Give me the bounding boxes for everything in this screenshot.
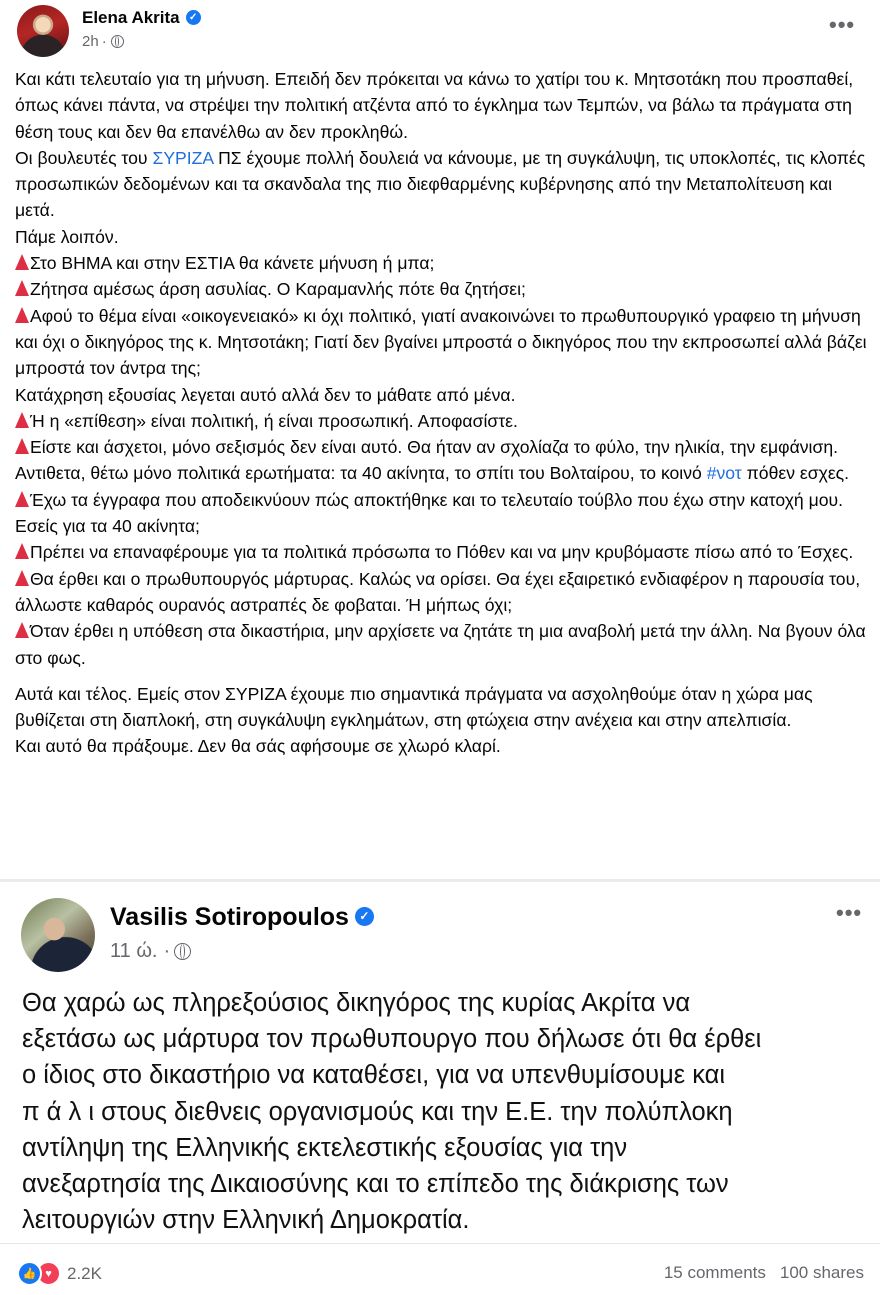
bullet-text: πόθεν εσχες. (741, 463, 850, 484)
avatar-elena-akrita[interactable] (17, 5, 69, 57)
text-line: ανεξαρτησία της Δικαιοσύνης και το επίπεδο της διάκρισης των (22, 1170, 729, 1199)
globe-icon (111, 35, 124, 48)
syriza-link[interactable]: ΣΥΡΙΖΑ (152, 147, 214, 168)
bullet-text: Αφού το θέμα είναι «οικογενειακό» κι όχι πολιτικό, γιατί ανακοινώνει το πρωθυπουργικό γραφειο τη μήνυση και όχι ο δικηγόρος της κ. Μητσοτάκη; Γιατί δεν βγαίνει μπροστά ο δικηγόρος που την εκπροσωπεί αλλά βάζει μπροστά τον άντρα της; (15, 305, 867, 379)
bullet-line (15, 539, 870, 565)
post-divider (0, 879, 880, 882)
post-time[interactable]: 11 ώ. (110, 940, 158, 962)
red-triangle-icon (15, 307, 29, 323)
footer-divider (0, 1243, 880, 1244)
bullet-line (15, 566, 870, 619)
red-triangle-icon (15, 438, 29, 454)
red-triangle-icon (15, 543, 29, 559)
text-line: Κατάχρηση εξουσίας λεγεται αυτό αλλά δεν το μάθατε από μένα. (15, 384, 516, 405)
comments-count[interactable]: 15 comments (663, 1263, 766, 1282)
author-name[interactable] (82, 8, 201, 28)
bullet-line (15, 618, 870, 671)
avatar-vasilis-sotiropoulos[interactable] (21, 898, 95, 972)
red-triangle-icon (15, 254, 29, 270)
engagement-stats (664, 1263, 864, 1283)
reaction-count[interactable]: 2.2K (67, 1263, 102, 1283)
meta-separator: · (163, 940, 171, 962)
reactions-summary[interactable] (17, 1261, 102, 1286)
verified-badge-icon: ✓ (186, 10, 201, 25)
author-name-link[interactable]: Elena Akrita (82, 8, 180, 27)
post-meta (110, 940, 191, 963)
bullet-line (15, 250, 870, 276)
bullet-text: Πρέπει να επαναφέρουμε για τα πολιτικά πρόσωπα το Πόθεν και να μην κρυβόμαστε πίσω από το Έσχες. (30, 542, 854, 563)
bullet-line (15, 434, 870, 487)
text-segment: Οι βουλευτές του (15, 147, 153, 168)
text-line: π ά λ ι στους διεθνεις οργανισμούς και την Ε.Ε. την πολύπλοκη (22, 1097, 733, 1126)
bullet-text: Ζήτησα αμέσως άρση ασυλίας. Ο Καραμανλής πότε θα ζητήσει; (30, 279, 526, 300)
post-footer (0, 1255, 880, 1291)
post-meta (82, 33, 124, 50)
bullet-line (15, 408, 870, 434)
post-text (22, 985, 872, 1238)
bullet-text: Έχω τα έγγραφα που αποδεικνύουν πώς αποκτήθηκε και το τελευταίο τούβλο που έχω στην κατοχή μου. (30, 489, 844, 510)
bullet-line (15, 276, 870, 302)
text-line: Εσείς για τα 40 ακίνητα; (15, 516, 200, 537)
bullet-line (15, 487, 870, 513)
text-line: Και κάτι τελευταίο για τη μήνυση. Επειδή δεν πρόκειται να κάνω το χατίρι του κ. Μητσοτάκη που προσπαθεί, όπως κάνει πάντα, να στρέψει την πολιτική ατζέντα από το έγκλημα των Τεμπών, να βάλω τα πράγματα στη θέση τους και δεν θα επανέλθω αν δεν προκληθώ. (15, 69, 854, 142)
red-triangle-icon (15, 622, 29, 638)
bullet-text: Είστε και άσχετοι, μόνο σεξισμός δεν είναι αυτό. Θα ήταν αν σχολίαζα το φύλο, την ηλικία, την εμφάνιση. Αντιθετα, θέτω μόνο πολιτικά ερωτήματα: τα 40 ακίνητα, το σπίτι του Βολταίρου, το κοινό (15, 437, 838, 484)
bullet-text: Θα έρθει και ο πρωθυπουργός μάρτυρας. Καλώς να ορίσει. Θα έχει εξαιρετικό ενδιαφέρον η παρουσία του, άλλωστε καθαρός ουρανός αστραπές δε φοβαται. Ή μήπως όχι; (15, 568, 861, 615)
text-line (15, 145, 870, 224)
red-triangle-icon (15, 412, 29, 428)
hashtag-link[interactable]: #νοτ (706, 463, 742, 484)
text-line: εξετάσω ως μάρτυρα τον πρωθυπουργο που δήλωσε ότι θα έρθει (22, 1025, 762, 1054)
meta-separator: · (101, 33, 107, 50)
bullet-text: Όταν έρθει η υπόθεση στα δικαστήρια, μην αρχίσετε να ζητάτε τη μια αναβολή μετά την άλλη. Να βγουν όλα στο φως. (15, 621, 866, 668)
shares-count[interactable]: 100 shares (779, 1263, 864, 1282)
text-line: Πάμε λοιπόν. (15, 226, 119, 247)
text-segment: ΠΣ έχουμε πολλή δουλειά να κάνουμε, με τη συγκάλυψη, τις υποκλοπές, τις κλοπές προσωπικών δεδομένων και τα σκανδαλα της πιο διεφθαρμένης κυβέρνησης από την Μεταπολίτευση και μετά. (15, 147, 866, 221)
bullet-line (15, 303, 870, 382)
text-line: Και αυτό θα πράξουμε. Δεν θα σάς αφήσουμε σε χλωρό κλαρί. (15, 736, 501, 757)
text-line: αντίληψη της Ελληνικής εκτελεστικής εξουσίας για την (22, 1133, 628, 1162)
red-triangle-icon (15, 280, 29, 296)
author-name-link[interactable]: Vasilis Sotiropoulos (110, 903, 349, 931)
like-icon: 👍 (17, 1261, 42, 1286)
paragraph-gap (15, 671, 870, 681)
red-triangle-icon (15, 491, 29, 507)
more-options-icon[interactable]: ••• (836, 900, 863, 925)
post-text (15, 66, 870, 760)
more-options-icon[interactable]: ••• (829, 12, 856, 37)
text-line: ο ίδιος στο δικαστήριο να καταθέσει, για να υπενθυμίσουμε και (22, 1061, 726, 1090)
verified-badge-icon: ✓ (355, 907, 374, 926)
bullet-text: Ή η «επίθεση» είναι πολιτική, ή είναι προσωπική. Αποφασίστε. (30, 410, 518, 431)
text-line: Θα χαρώ ως πληρεξούσιος δικηγόρος της κυρίας Ακρίτα να (22, 989, 691, 1017)
love-icon: ♥ (36, 1261, 61, 1286)
text-line: λειτουργιών στην Ελληνική Δημοκρατία. (22, 1206, 470, 1235)
text-line: Αυτά και τέλος. Εμείς στον ΣΥΡΙΖΑ έχουμε πιο σημαντικά πράγματα να ασχοληθούμε όταν η χώρα μας βυθίζεται στη διαπλοκή, στη συγκάλυψη εγκλημάτων, στη φτώχεια στην ανέχεια και στην απελπισία. (15, 683, 813, 731)
bullet-text: Στο ΒΗΜΑ και στην ΕΣΤΙΑ θα κάνετε μήνυση ή μπα; (30, 253, 435, 274)
globe-icon (174, 943, 191, 960)
author-name[interactable] (110, 903, 374, 932)
red-triangle-icon (15, 570, 29, 586)
post-time[interactable]: 2h (82, 33, 99, 50)
